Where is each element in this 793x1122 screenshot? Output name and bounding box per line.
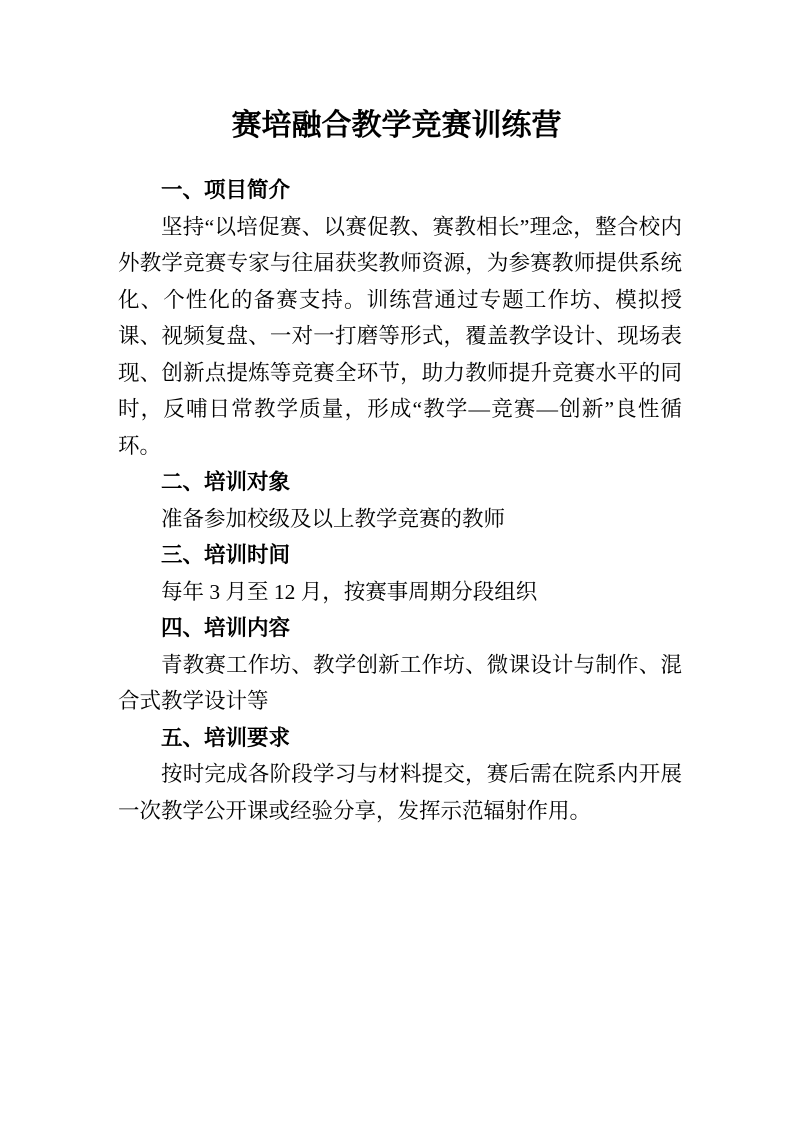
section-paragraph: 按时完成各阶段学习与材料提交，赛后需在院系内开展一次教学公开课或经验分享，发挥示范辐射作用。 <box>118 762 682 823</box>
document-title: 赛培融合教学竞赛训练营 <box>231 109 562 142</box>
section-heading: 四、培训内容 <box>161 616 291 640</box>
section-heading: 三、培训时间 <box>161 543 291 567</box>
section-heading: 五、培训要求 <box>161 725 291 750</box>
section-heading: 一、项目简介 <box>161 178 291 202</box>
section-paragraph: 坚持“以培促赛、以赛促教、赛教相长”理念，整合校内外教学竞赛专家与往届获奖教师资源，为参赛教师提供系统化、个性化的备赛支持。训练营通过专题工作坊、模拟授课、视频复盘、一对一打磨等形式，覆盖教学设计、现场表现、创新点提炼等竞赛全环节，助力教师提升竞赛水平的同时，反哺日常教学质量，形成“教学—竞赛—创新”良性循环。 <box>118 214 682 458</box>
section-heading: 二、培训对象 <box>161 470 291 494</box>
section-paragraph: 青教赛工作坊、教学创新工作坊、微课设计与制作、混合式教学设计等 <box>118 652 682 713</box>
section-paragraph: 每年 3 月至 12 月，按赛事周期分段组织 <box>161 579 538 604</box>
section-paragraph: 准备参加校级及以上教学竞赛的教师 <box>161 506 506 531</box>
section-training-requirements <box>118 720 682 830</box>
section-training-time <box>118 537 682 610</box>
section-training-audience <box>118 464 682 537</box>
document-body <box>118 172 682 829</box>
section-training-content <box>118 610 682 720</box>
section-project-intro <box>118 172 682 464</box>
